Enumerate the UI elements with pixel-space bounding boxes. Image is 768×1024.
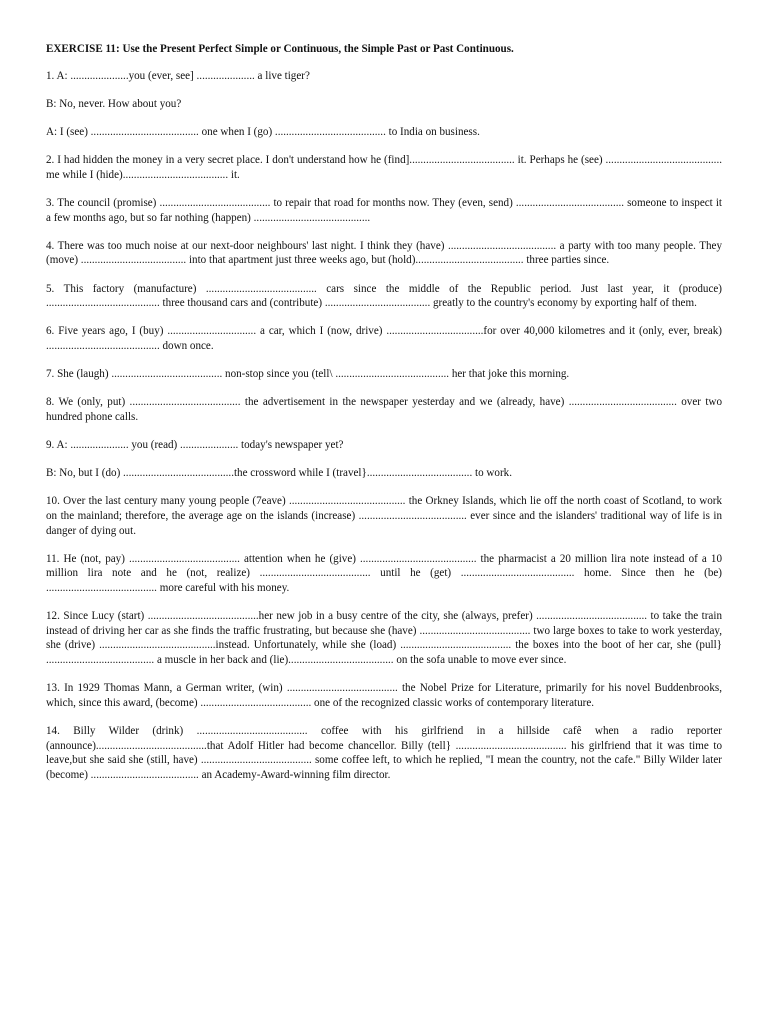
exercise-5: 5. This factory (manufacture) ........................................ cars since the middle of the Republic period. Just last year, it (produce) ......................................... three thousand cars and (contribute) ...................................... greatly to the country's economy by exporting half of them. (46, 282, 722, 310)
exercise-4: 4. There was too much noise at our next-door neighbours' last night. I think they (have) ....................................... a party with too many people. They (move) ...................................... into that apartment just three weeks ago, but (hold)....................................... three parties since. (46, 239, 722, 267)
exercise-11: 11. He (not, pay) ........................................ attention when he (give) .......................................... the pharmacist a 20 million lira note instead of a 10 million lira note and he (not, realize) ........................................ until he (get) ......................................... home. Since then he (be) ........................................ more careful with his money. (46, 552, 722, 594)
exercise-12: 12. Since Lucy (start) ........................................her new job in a busy centre of the city, she (always, prefer) ........................................ to take the train instead of driving her car as she finds the traffic frustrating, but because she (have) ........................................ two large boxes to take to work yesterday, she (drive) ..........................................instead. Unfortunately, while she (load) ........................................ the boxes into the boot of her car, she (pull} ....................................... a muscle in her back and (lie)...................................... on the sofa unable to move ever since. (46, 610, 722, 666)
exercise-8: 8. We (only, put) ........................................ the advertisement in the newspaper yesterday and we (already, have) ....................................... over two hundred phone calls. (46, 396, 722, 423)
exercise-9b: B: No, but I (do) ........................................the crossword while I (travel}...................................... to work. (46, 467, 512, 480)
exercise-3: 3. The council (promise) ........................................ to repair that road for months now. They (even, send) ....................................... someone to inspect it a few months ago, but so far nothing (happen) .......................................... (46, 196, 722, 224)
exercise-7: 7. She (laugh) ........................................ non-stop since you (tell\ ......................................... her that joke this morning. (46, 368, 570, 381)
exercise-14: 14. Billy Wilder (drink) ........................................ coffee with his girlfriend in a hillside cafê when a radio reporter (announce)........................................that Adolf Hitler had become chancellor. Billy (tell} ........................................ his girlfriend that it was time to leave,but she said she (still, have) ........................................ some coffee left, to which he replied, "I mean the country, not the cafe." Billy Wilder later (become) ....................................... an Academy-Award-winning film director. (46, 724, 722, 781)
exercise-title: EXERCISE 11: Use the Present Perfect Simple or Continuous, the Simple Past or Past Continuous. (46, 43, 514, 55)
exercise-1a: 1. A: .....................you (ever, see] ..................... a live tiger? (46, 69, 310, 82)
exercise-1b: B: No, never. How about you? (46, 97, 182, 110)
exercise-1c: A: I (see) ....................................... one when I (go) ........................................ to India on business. (46, 125, 480, 138)
exercise-9a: 9. A: ..................... you (read) ..................... today's newspaper yet? (46, 439, 344, 452)
exercise-10: 10. Over the last century many young people (7eave) .......................................... the Orkney Islands, which lie off the north coast of Scotland, to work on the mainland; therefore, the average age on the islands (increase) ....................................... ever since and the islanders' traditional way of life is in danger of dying out. (46, 495, 722, 537)
exercise-2: 2. I had hidden the money in a very secret place. I don't understand how he (find]...................................... it. Perhaps he (see) .......................................... me while I (hide)...................................... it. (46, 154, 722, 181)
exercise-13: 13. In 1929 Thomas Mann, a German writer, (win) ........................................ the Nobel Prize for Literature, primarily for his novel Buddenbrooks, which, since this award, (become) ........................................ one of the recognized classic works of contemporary literature. (46, 682, 722, 709)
exercise-6: 6. Five years ago, I (buy) ................................ a car, which I (now, drive) ...................................for over 40,000 kilometres and it (only, ever, break) ......................................... down once. (46, 325, 722, 352)
